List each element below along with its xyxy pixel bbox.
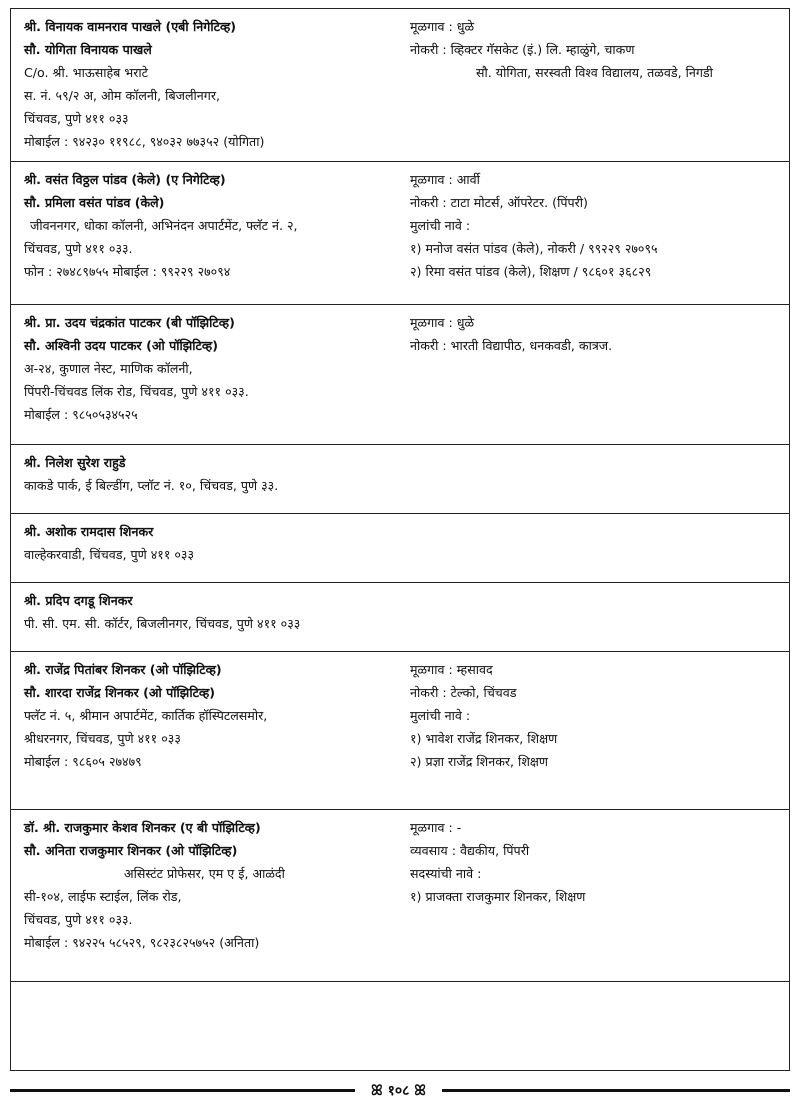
member-entry [11,445,789,514]
detail-line: १) मनोज वसंत पांडव (केले), नोकरी / ९९२२९ २७०९५ [410,241,658,256]
member-details-column [410,658,786,773]
address-line: मोबाईल : ९४२३० ११९८८, ९४०३२ ७७३५२ (योगिता) [24,134,265,149]
member-name: श्री. प्रदिप दगडू शिनकर [24,593,133,608]
member-name: श्री. प्रा. उदय चंद्रकांत पाटकर (बी पॉझिटिव्ह) [24,315,235,330]
address-line: पिंपरी-चिंचवड लिंक रोड, चिंचवड, पुणे ४११ ०३३. [24,384,249,399]
directory-frame [10,8,790,1071]
footer-rule-left [10,1089,355,1092]
page-ornament-left-icon: ꕤ [371,1083,388,1099]
address-line: मोबाईल : ९८५०५३४५२५ [24,407,138,422]
member-address-column [24,451,404,497]
address-line: अ-२४, कुणाल नेस्ट, माणिक कॉलनी, [24,361,193,376]
detail-line: व्यवसाय : वैद्यकीय, पिंपरी [410,843,530,858]
member-address-column [24,15,404,153]
address-line: चिंचवड, पुणे ४११ ०३३. [24,912,133,927]
member-address-column [24,658,404,773]
detail-line: नोकरी : व्हिक्टर गॅसकेट (इं.) लि. म्हाळुंगे, चाकण [410,42,635,57]
member-entry [11,305,789,445]
page-ornament-right-icon: ꕤ [409,1083,426,1099]
member-entry [11,583,789,652]
member-entry [11,652,789,810]
member-entry [11,810,789,982]
detail-line: सौ. योगिता, सरस्वती विश्व विद्यालय, तळवडे, निगडी [476,65,713,80]
address-line: मोबाईल : ९८६०५ २७४७९ [24,754,142,769]
address-line: सी-१०४, लाईफ स्टाईल, लिंक रोड, [24,889,182,904]
member-name: डॉ. श्री. राजकुमार केशव शिनकर (ए बी पॉझिटिव्ह) [24,820,261,835]
address-line: जीवननगर, धोका कॉलनी, अभिनंदन अपार्टमेंट, फ्लॅट नं. २, [30,218,298,233]
member-name: श्री. विनायक वामनराव पाखले (एबी निगेटिव्ह) [24,19,237,34]
detail-line: १) भावेश राजेंद्र शिनकर, शिक्षण [410,731,558,746]
address-line: फ्लॅट नं. ५, श्रीमान अपार्टमेंट, कार्तिक हॉस्पिटलसमोर, [24,708,268,723]
member-name: श्री. अशोक रामदास शिनकर [24,524,154,539]
detail-line: नोकरी : भारती विद्यापीठ, धनकवडी, कात्रज. [410,338,613,353]
detail-line: मुलांची नावे : [410,708,471,723]
detail-line: मूळगाव : आर्वी [410,172,480,187]
detail-line: २) रिमा वसंत पांडव (केले), शिक्षण / ९८६०१ ३६८२९ [410,264,652,279]
detail-line: २) प्रज्ञा राजेंद्र शिनकर, शिक्षण [410,754,549,769]
address-line: असिस्टंट प्रोफेसर, एम ए ई, आळंदी [124,866,285,881]
address-line: फोन : २७४८९७५५ मोबाईल : ९९२२९ २७०९४ [24,264,231,279]
detail-line: मूळगाव : धुळे [410,19,475,34]
member-entry [11,162,789,305]
page-number [355,1081,442,1101]
member-name: सौ. अनिता राजकुमार शिनकर (ओ पॉझिटिव्ह) [24,843,238,858]
address-line: स. नं. ५९/२ अ, ओम कॉलनी, बिजलीनगर, [24,88,221,103]
address-line: काकडे पार्क, ई बिल्डींग, प्लॉट नं. १०, चिंचवड, पुणे ३३. [24,478,279,493]
page-number-text: १०८ [387,1083,410,1099]
member-details-column [410,168,786,283]
detail-line: नोकरी : टाटा मोटर्स, ऑपरेटर. (पिंपरी) [410,195,588,210]
member-details-column [410,15,786,84]
member-address-column [24,311,404,426]
detail-line: सदस्यांची नावे : [410,866,482,881]
detail-line: मूळगाव : धुळे [410,315,475,330]
member-name: श्री. निलेश सुरेश राहुडे [24,455,126,470]
member-name: सौ. योगिता विनायक पाखले [24,42,152,57]
member-address-column [24,168,404,283]
member-details-column [410,311,786,357]
member-address-column [24,520,404,566]
member-address-column [24,816,404,954]
detail-line: मूळगाव : - [410,820,462,835]
member-name: सौ. अश्विनी उदय पाटकर (ओ पॉझिटिव्ह) [24,338,218,353]
detail-line: मूळगाव : म्हसावद [410,662,493,677]
member-details-column [410,816,786,908]
member-address-column [24,589,404,635]
detail-line: नोकरी : टेल्को, चिंचवड [410,685,517,700]
address-line: C/o. श्री. भाऊसाहेब भराटे [24,65,148,80]
member-entry [11,9,789,162]
address-line: चिंचवड, पुणे ४११ ०३३ [24,111,129,126]
member-name: सौ. शारदा राजेंद्र शिनकर (ओ पॉझिटिव्ह) [24,685,216,700]
footer-rule-right [442,1089,790,1092]
detail-line: १) प्राजक्ता राजकुमार शिनकर, शिक्षण [410,889,586,904]
address-line: वाल्हेकरवाडी, चिंचवड, पुणे ४११ ०३३ [24,547,195,562]
detail-line: मुलांची नावे : [410,218,471,233]
page-footer [10,1081,790,1101]
member-name: सौ. प्रमिला वसंत पांडव (केले) [24,195,165,210]
member-entry [11,514,789,583]
address-line: मोबाईल : ९४२२५ ५८५२९, ९८२३८२५७५२ (अनिता) [24,935,260,950]
address-line: चिंचवड, पुणे ४११ ०३३. [24,241,133,256]
address-line: पी. सी. एम. सी. कॉर्टर, बिजलीनगर, चिंचवड, पुणे ४११ ०३३ [24,616,301,631]
address-line: श्रीधरनगर, चिंचवड, पुणे ४११ ०३३ [24,731,181,746]
member-name: श्री. राजेंद्र पितांबर शिनकर (ओ पॉझिटिव्ह) [24,662,222,677]
member-name: श्री. वसंत विठ्ठल पांडव (केले) (ए निगेटिव्ह) [24,172,226,187]
